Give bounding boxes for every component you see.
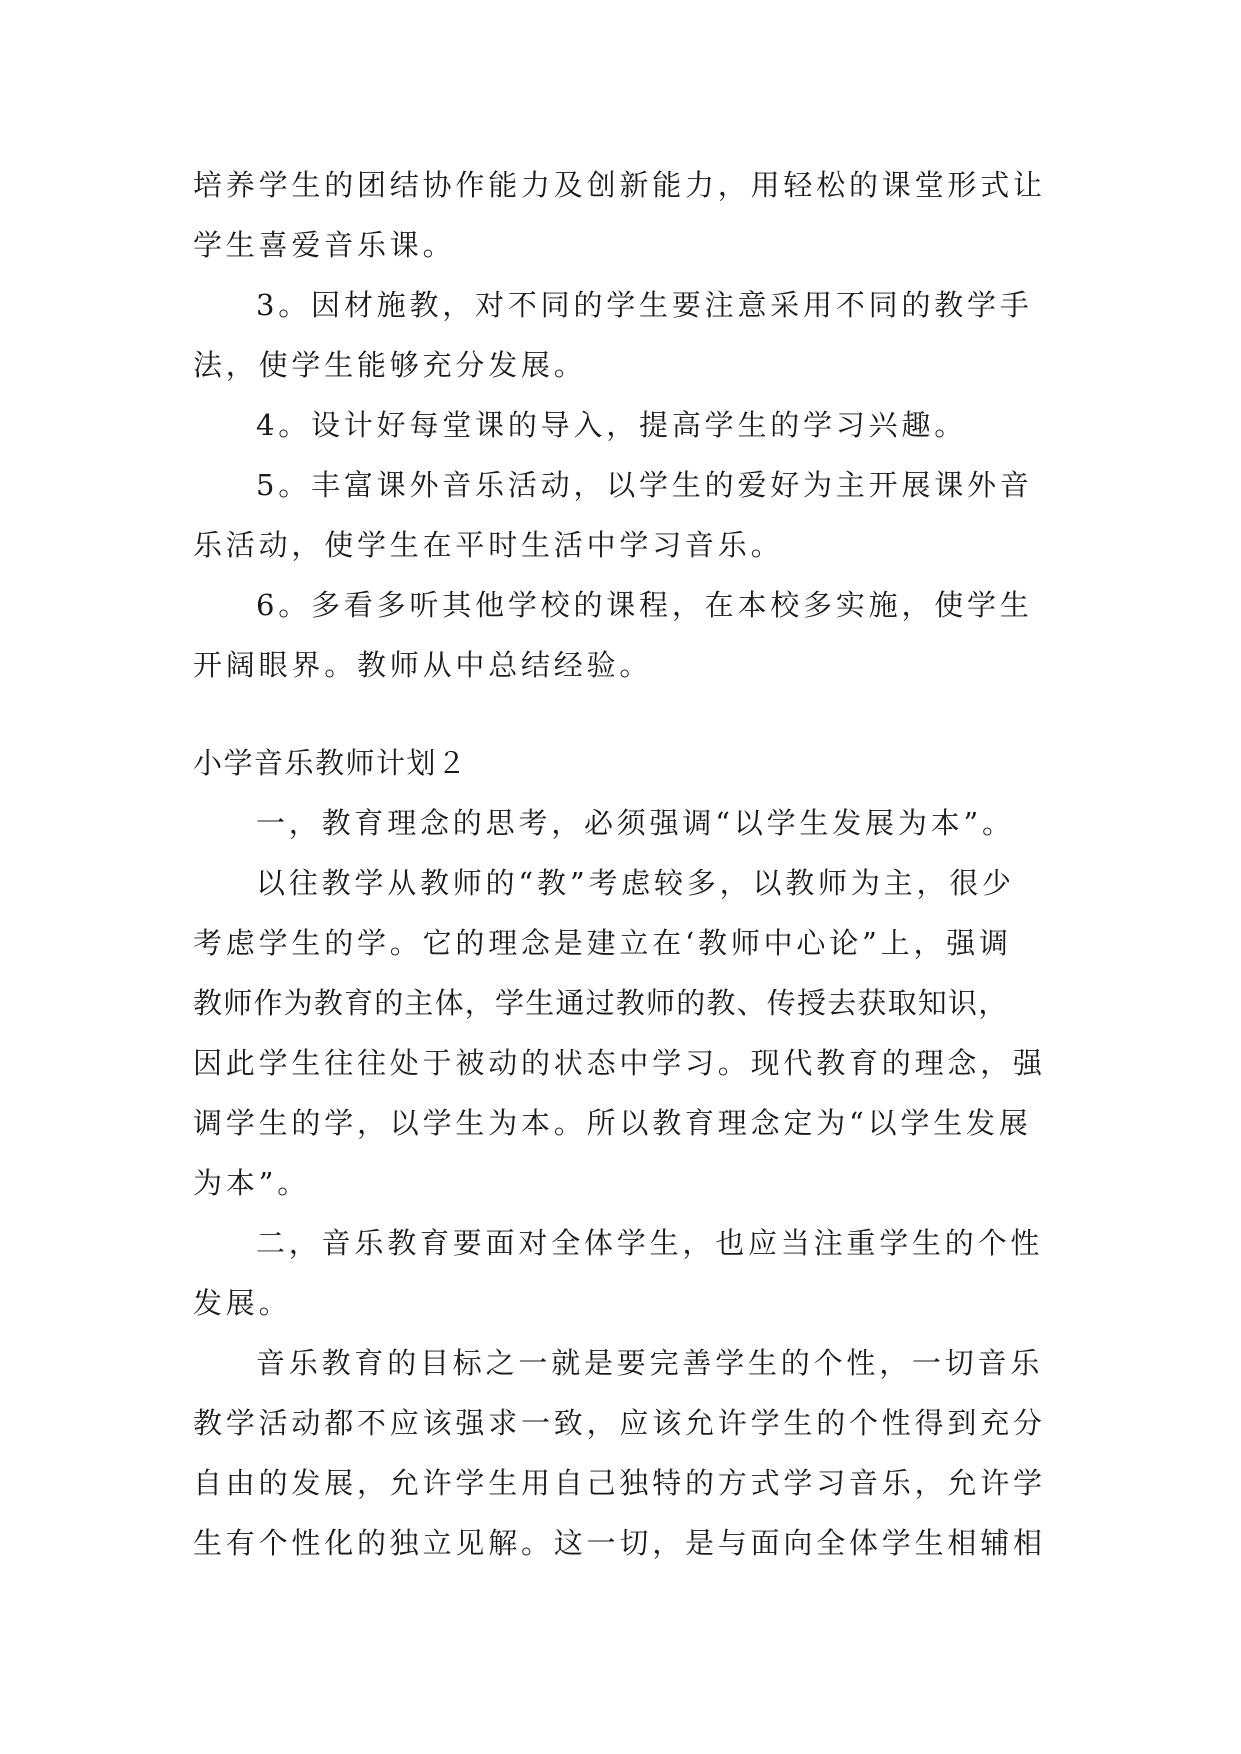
paragraph-line: 音乐教育的目标之一就是要完善学生的个性，一切音乐: [256, 1346, 1044, 1380]
paragraph-line: 培养学生的团结协作能力及创新能力，用轻松的课堂形式让: [193, 168, 1046, 202]
paragraph-line: 3。因材施教，对不同的学生要注意采用不同的教学手: [256, 288, 1033, 322]
paragraph-line: 法，使学生能够充分发展。: [193, 348, 587, 382]
paragraph-line: 5。丰富课外音乐活动，以学生的爱好为主开展课外音: [256, 468, 1033, 502]
paragraph-line: 为本”。: [193, 1166, 311, 1200]
paragraph-line: 调学生的学，以学生为本。所以教育理念定为“以学生发展: [193, 1106, 1032, 1140]
paragraph-line: 因此学生往往处于被动的状态中学习。现代教育的理念，强: [193, 1046, 1046, 1080]
paragraph-line: 乐活动，使学生在平时生活中学习音乐。: [193, 528, 784, 562]
paragraph-line: 一，教育理念的思考，必须强调“以学生发展为本”。: [256, 806, 1015, 840]
paragraph-line: 4。设计好每堂课的导入，提高学生的学习兴趣。: [256, 408, 968, 442]
paragraph-line: 6。多看多听其他学校的课程，在本校多实施，使学生: [256, 588, 1033, 622]
paragraph-line: 考虑学生的学。它的理念是建立在‘教师中心论”上，强调: [193, 926, 1012, 960]
paragraph-line: 以往教学从教师的“教”考虑较多，以教师为主，很少: [256, 866, 1015, 900]
paragraph-line: 教学活动都不应该强求一致，应该允许学生的个性得到充分: [193, 1406, 1046, 1440]
paragraph-line: 学生喜爱音乐课。: [193, 228, 456, 262]
paragraph-line: 生有个性化的独立见解。这一切，是与面向全体学生相辅相: [193, 1526, 1046, 1560]
section-heading: 小学音乐教师计划２: [193, 746, 468, 780]
paragraph-line: 自由的发展，允许学生用自己独特的方式学习音乐，允许学: [193, 1466, 1046, 1500]
paragraph-line: 二，音乐教育要面对全体学生，也应当注重学生的个性: [256, 1226, 1044, 1260]
paragraph-line: 教师作为教育的主体，学生通过教师的教、传授去获取知识，: [193, 986, 1009, 1020]
paragraph-line: 开阔眼界。教师从中总结经验。: [193, 648, 653, 682]
paragraph-line: 发展。: [193, 1286, 292, 1320]
